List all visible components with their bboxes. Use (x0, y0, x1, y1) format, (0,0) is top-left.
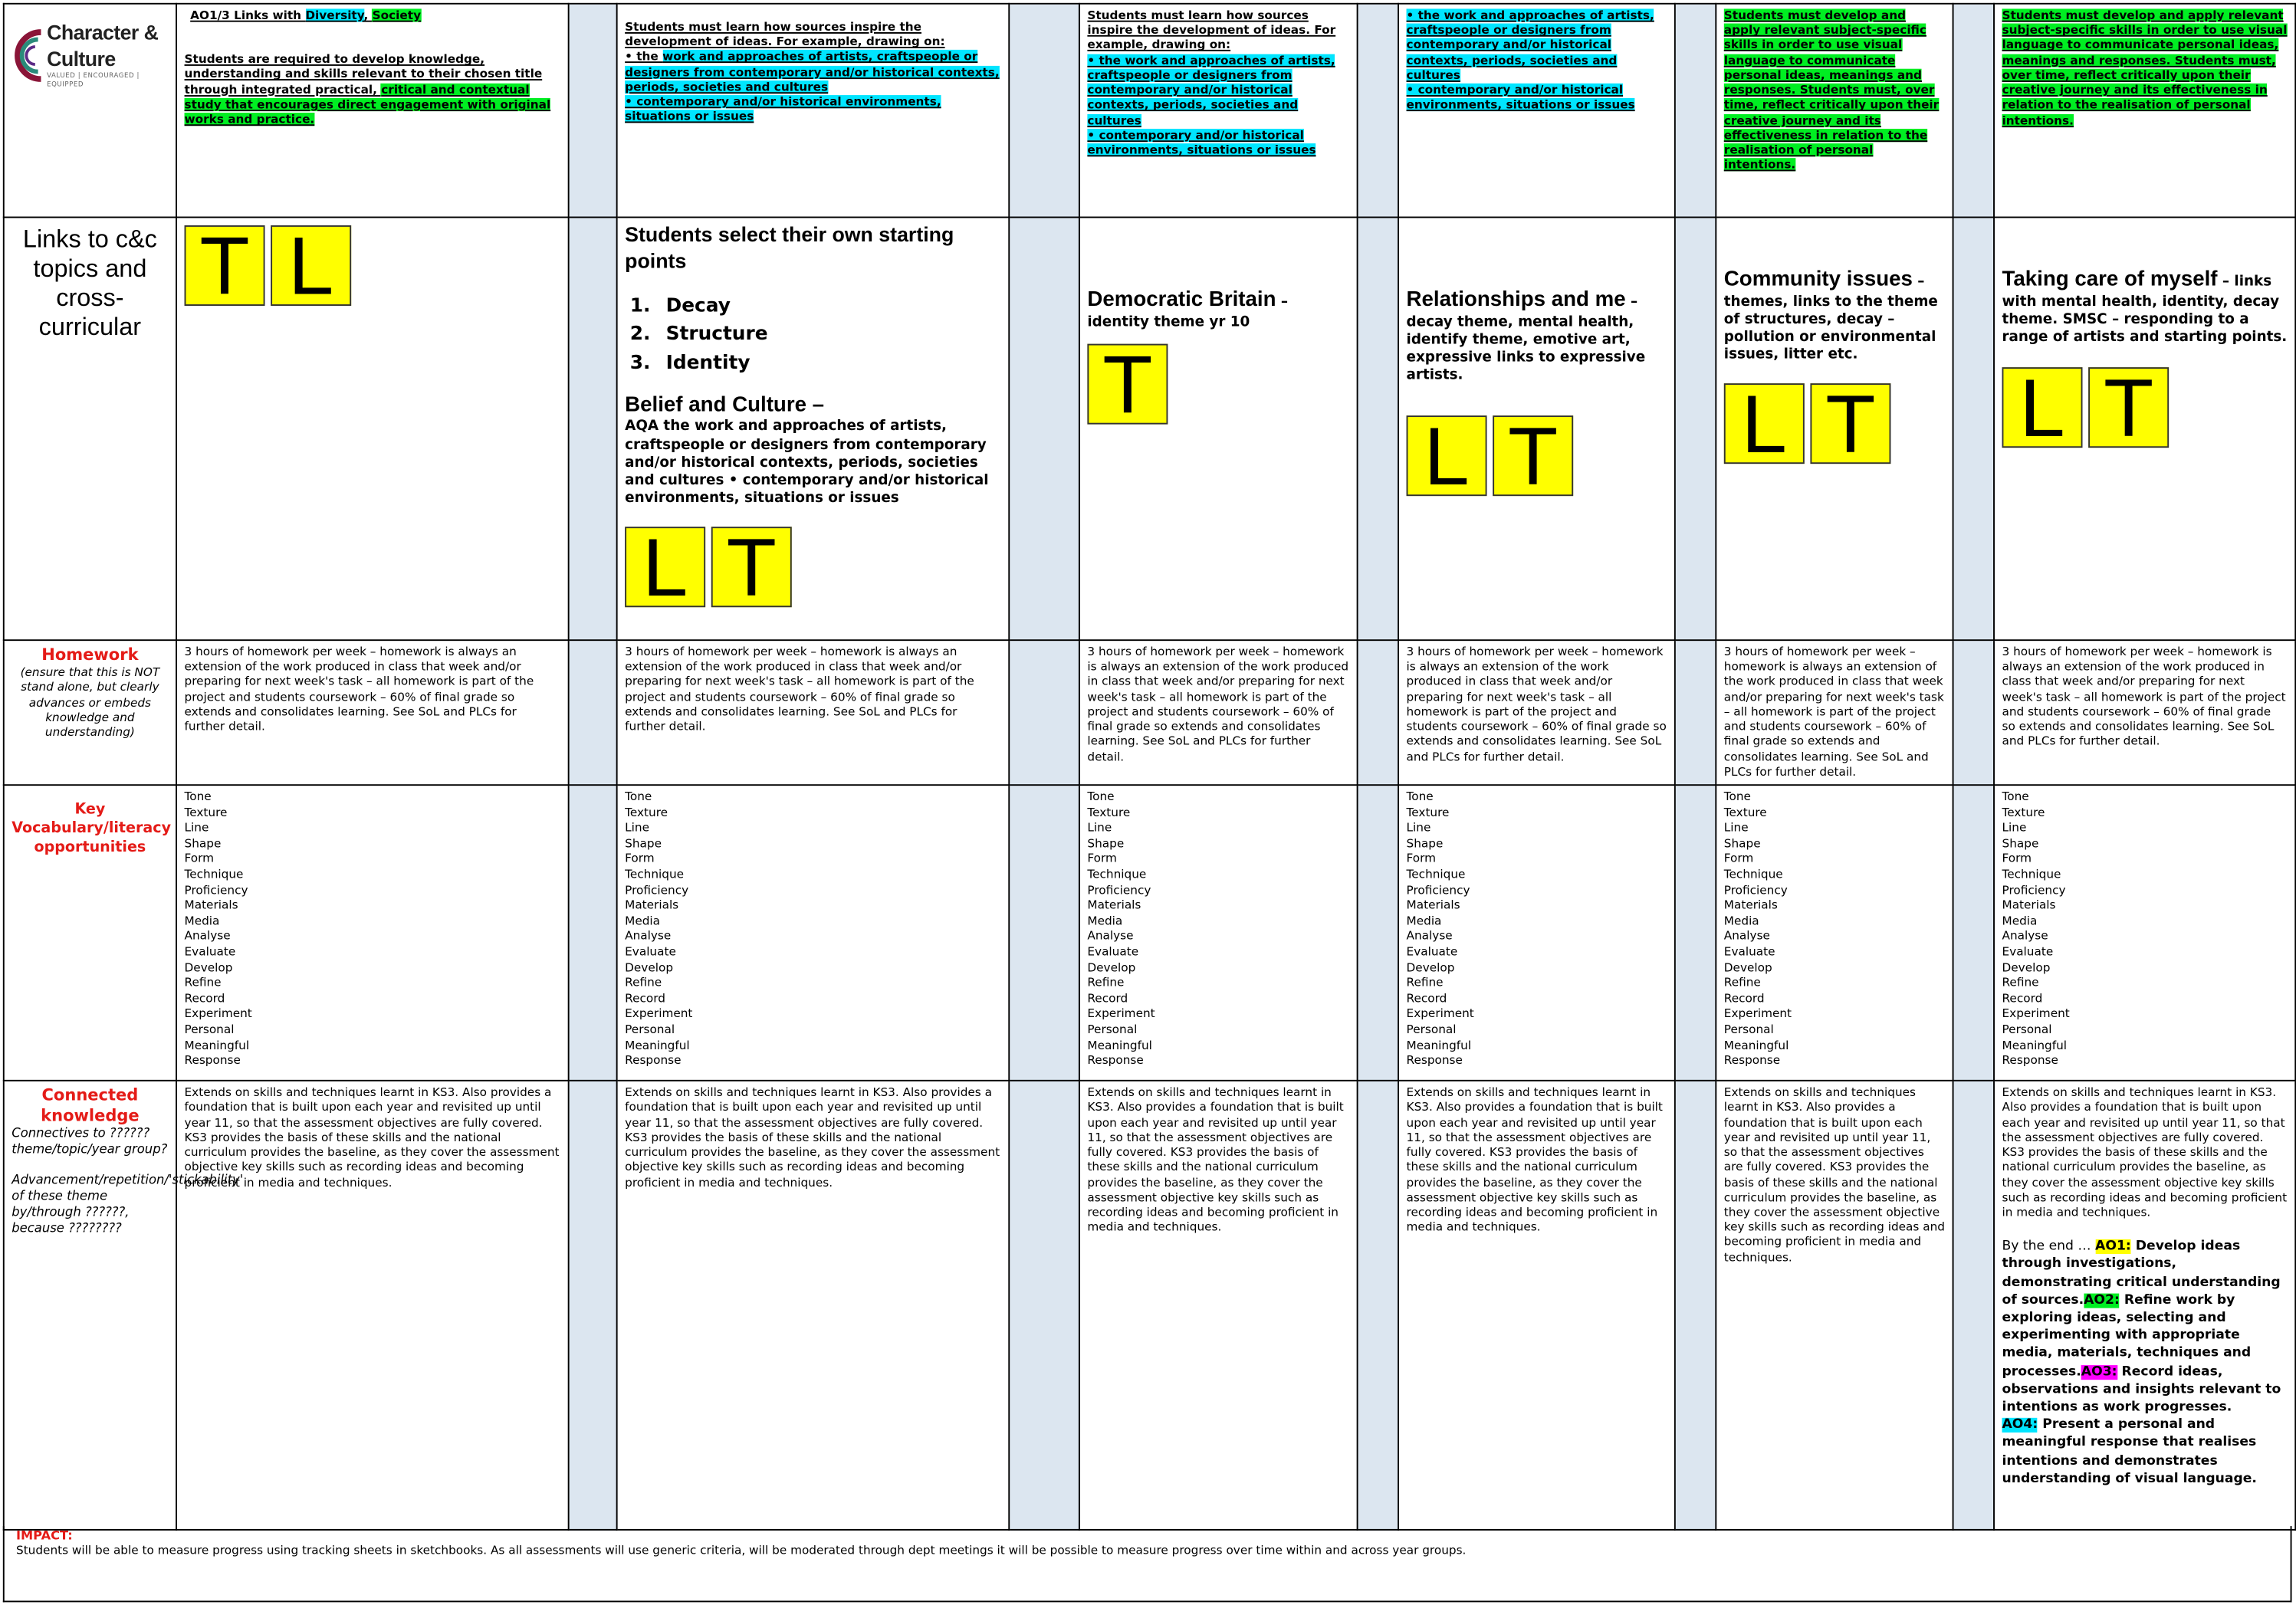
connected-label-cell (4, 1081, 244, 1530)
logo-tagline: VALUED | ENCOURAGED | EQUIPPED (47, 73, 140, 89)
connected-col6 (1994, 1081, 2295, 1530)
tile-l: L (1407, 415, 1487, 495)
gap-5 (1953, 640, 1994, 785)
vocab-word: Materials (1406, 898, 1460, 912)
vocab-col4 (1398, 785, 1675, 1081)
gap-4 (1675, 217, 1716, 640)
vocab-word: Response (1087, 1053, 1144, 1068)
vocab-word: Experiment (625, 1007, 693, 1021)
vocab-word: Technique (184, 868, 244, 881)
gap-5 (1953, 1081, 1994, 1530)
vocab-word: Technique (1087, 868, 1147, 881)
connected-col2: Extends on skills and techniques learnt in KS3. Also provides a foundation that is built upon each year and revisited up until year 11, so that the assessment objectives are fully covered. KS3 provides the basis of these skills and the national curriculum provides the baseline, as they cover the assessment objective key skills such as recording ideas and becoming proficient in media and techniques. (617, 1081, 1010, 1530)
tile-l: L (1724, 382, 1805, 463)
vocab-word: Evaluate (1087, 945, 1139, 959)
tile-t: T (711, 526, 792, 606)
vocab-word: Form (1087, 852, 1117, 866)
vocab-word: Experiment (1087, 1007, 1155, 1021)
vocab-word: Meaningful (625, 1038, 690, 1052)
community-sub: – themes, links to the theme of structures, decay – pollution or environmental issues, litter etc. (1723, 273, 1938, 364)
vocab-word: Tone (1087, 790, 1115, 804)
vocab-col3 (1079, 785, 1358, 1081)
relationships-title: Relationships and me (1406, 288, 1626, 312)
col2-bullet2: • contemporary and/or historical environments, situations or issues (625, 95, 941, 124)
ao1-body: Students are required to develop knowledge, understanding and skills relevant to their chosen title through integrated practical, (184, 53, 543, 97)
vocab-word: Personal (2002, 1022, 2052, 1036)
connected-row (4, 1081, 2295, 1530)
homework-col4: 3 hours of homework per week – homework is always an extension of the work produced in class that week and/or preparing for next week's task – all homework is part of the project and students coursework – 60% of final grade so extends and consolidates learning. See SoL and PLCs for further detail. (1398, 640, 1675, 785)
vocab-word: Experiment (1406, 1007, 1474, 1021)
vocab-word: Develop (184, 960, 233, 974)
vocab-word: Technique (1723, 868, 1783, 881)
gap-2 (1009, 785, 1079, 1081)
ao4-tag: AO4: (2002, 1418, 2038, 1433)
by-end: By the end … (2002, 1239, 2096, 1255)
vocab-word: Tone (2002, 790, 2029, 804)
vocab-word: Shape (2002, 836, 2039, 850)
vocab-row (4, 785, 2295, 1081)
ao4-text: Present a personal and meaningful response that realises intentions and demonstrates understanding of visual language. (2002, 1418, 2257, 1487)
vocab-word: Media (1406, 914, 1442, 928)
gap-1 (569, 217, 617, 640)
tile-t: T (1087, 343, 1168, 424)
col2-bullet1: work and approaches of artists, craftspeople or designers from contemporary and/or historical contexts, periods, societies and cultures (625, 50, 1000, 94)
vocab-word: Develop (1087, 960, 1136, 974)
connected-col4: Extends on skills and techniques learnt in KS3. Also provides a foundation that is built upon each year and revisited up until year 11, so that the assessment objectives are fully covered. KS3 provides the basis of these skills and the national curriculum provides the baseline, as they cover the assessment objective key skills such as recording ideas and becoming proficient in media and techniques. (1398, 1081, 1675, 1530)
vocab-word: Record (1406, 991, 1447, 1006)
homework-label: Homework (41, 645, 139, 665)
header-col6-cell (1994, 4, 2295, 218)
ao1-body-green: critical and contextual study that encourages direct engagement with original works and practice. (184, 83, 551, 126)
vocab-col6 (1994, 785, 2295, 1081)
impact-title: IMPACT: (15, 1528, 73, 1544)
option-decay: 1. Decay (657, 295, 1001, 320)
vocab-word: Texture (625, 806, 668, 819)
vocab-word: Form (2002, 852, 2032, 866)
col4-bullet1: • the work and approaches of artists, craftspeople or designers from contemporary and/or historical contexts, periods, societies and cultures (1406, 8, 1654, 82)
vocab-word: Personal (625, 1022, 675, 1036)
vocab-word: Meaningful (184, 1038, 250, 1052)
vocab-word: Develop (2002, 960, 2051, 974)
vocab-word: Response (2002, 1053, 2058, 1068)
vocab-word: Shape (184, 836, 222, 850)
vocab-word: Personal (1406, 1022, 1457, 1036)
vocab-word: Texture (1406, 806, 1450, 819)
col3-intro: Students must learn how sources inspire the development of ideas. For example, drawing on: (1087, 8, 1336, 52)
header-col5-cell (1716, 4, 1953, 218)
homework-col6: 3 hours of homework per week – homework is always an extension of the work produced in class that week and/or preparing for next week's task – all homework is part of the project and students coursework – 60% of final grade so extends and consolidates learning. See SoL and PLCs for further detail. (1994, 640, 2295, 785)
belief-text: AQA the work and approaches of artists, craftspeople or designers from contemporary and/or historical contexts, periods, societies and cultures • contemporary and/or historical environments, situations or issues (625, 418, 989, 507)
gap-4 (1675, 4, 1716, 218)
links-col1-cell (176, 217, 569, 640)
gap-3 (1358, 640, 1398, 785)
ao3-tag: AO3: (2081, 1364, 2117, 1380)
tile-t: T (1810, 382, 1890, 463)
gap-1 (569, 4, 617, 218)
links-col6-cell (1994, 217, 2295, 640)
vocab-word: Record (184, 991, 225, 1006)
vocab-word: Texture (184, 806, 228, 819)
vocab-word: Technique (2002, 868, 2061, 881)
vocab-word: Analyse (625, 930, 672, 944)
vocab-word: Analyse (1723, 930, 1770, 944)
vocab-word: Evaluate (1723, 945, 1775, 959)
diversity-link: Diversity (305, 8, 364, 22)
vocab-word: Line (625, 821, 649, 835)
vocab-word: Line (1406, 821, 1431, 835)
vocab-word: Line (184, 821, 209, 835)
vocab-word: Develop (1406, 960, 1455, 974)
col2-intro: Students must learn how sources inspire the development of ideas. For example, drawing on: (625, 20, 945, 49)
vocab-word: Proficiency (2002, 883, 2066, 897)
vocab-word: Record (1723, 991, 1765, 1006)
vocab-word: Media (2002, 914, 2038, 928)
vocab-word: Media (1087, 914, 1123, 928)
vocab-word: Texture (1087, 806, 1131, 819)
gap-2 (1009, 4, 1079, 218)
vocab-word: Proficiency (1723, 883, 1788, 897)
starting-points-title: Students select their own starting points (625, 222, 954, 272)
vocab-word: Technique (1406, 868, 1466, 881)
vocab-word: Proficiency (1087, 883, 1151, 897)
gap-3 (1358, 1081, 1398, 1530)
vocab-word: Analyse (184, 930, 231, 944)
tile-l: L (625, 526, 705, 606)
header-col2-cell (617, 4, 1010, 218)
gap-2 (1009, 640, 1079, 785)
vocab-word: Record (625, 991, 665, 1006)
vocab-word: Proficiency (184, 883, 248, 897)
connected-col3: Extends on skills and techniques learnt in KS3. Also provides a foundation that is built upon each year and revisited up until year 11, so that the assessment objectives are fully covered. KS3 provides the basis of these skills and the national curriculum provides the baseline, as they cover the assessment objective key skills such as recording ideas and becoming proficient in media and techniques. (1079, 1081, 1358, 1530)
tile-l: L (2002, 368, 2083, 448)
impact-text: Students will be able to measure progress using tracking sheets in sketchbooks. As all assessments will use generic criteria, will be moderated through dept meetings it will be possible to measure progress over time within and across year groups. (15, 1543, 1467, 1557)
vocab-word: Refine (1087, 976, 1125, 990)
vocab-word: Record (1087, 991, 1128, 1006)
vocab-word: Form (1406, 852, 1437, 866)
vocab-col5 (1716, 785, 1953, 1081)
links-col4-cell (1398, 217, 1675, 640)
homework-label-cell (4, 640, 176, 785)
vocab-word: Refine (625, 976, 662, 990)
vocab-word: Experiment (184, 1007, 252, 1021)
ao-summary (2002, 1238, 2288, 1488)
vocab-word: Analyse (1406, 930, 1453, 944)
tile-t: T (1493, 415, 1573, 495)
connected-sub2: Advancement/repetition/'stickability' of these theme by/through ??????, because ???????? (11, 1173, 244, 1237)
vocab-word: Form (1723, 852, 1754, 866)
option-structure: 2. Structure (657, 324, 1001, 349)
vocab-word: Proficiency (625, 883, 689, 897)
gap-5 (1953, 217, 1994, 640)
vocab-word: Line (1087, 821, 1112, 835)
vocab-word: Evaluate (184, 945, 236, 959)
connected-col1: Extends on skills and techniques learnt in KS3. Also provides a foundation that is built upon each year and revisited up until year 11, so that the assessment objectives are fully covered. KS3 provides the basis of these skills and the national curriculum provides the baseline, as they cover the assessment objective key skills such as recording ideas and becoming proficient in media and techniques. (176, 1081, 569, 1530)
impact-box (3, 1526, 2292, 1602)
vocab-word: Meaningful (2002, 1038, 2068, 1052)
gap-4 (1675, 785, 1716, 1081)
gap-4 (1675, 640, 1716, 785)
vocab-word: Evaluate (2002, 945, 2054, 959)
vocab-word: Tone (625, 790, 652, 804)
vocab-word: Response (625, 1053, 682, 1068)
col2-bullet1-prefix: • the (625, 50, 663, 64)
vocab-col1 (176, 785, 569, 1081)
ao1-tag: AO1: (2095, 1239, 2131, 1255)
connected-col6-text: Extends on skills and techniques learnt in KS3. Also provides a foundation that is built upon each year and revisited up until year 11, so that the assessment objectives are fully covered. KS3 provides the basis of these skills and the national curriculum provides the baseline, as they cover the assessment objective key skills such as recording ideas and becoming proficient in media and techniques. (2002, 1085, 2288, 1219)
links-label: Links to c&c topics and cross-curricular (22, 225, 157, 342)
tile-t: T (2088, 368, 2169, 448)
vocab-label: Key Vocabulary/literacy opportunities (11, 802, 172, 856)
vocab-word: Line (1723, 821, 1749, 835)
taking-care-title: Taking care of myself (2002, 268, 2218, 291)
homework-col5: 3 hours of homework per week – homework is always an extension of the work produced in class that week and/or preparing for next week's task – all homework is part of the project and students coursework – 60% of final grade so extends and consolidates learning. See SoL and PLCs for further detail. (1716, 640, 1953, 785)
vocab-label-cell (4, 785, 176, 1081)
vocab-word: Evaluate (1406, 945, 1458, 959)
links-row (4, 217, 2295, 640)
community-title: Community issues (1723, 268, 1913, 291)
vocab-word: Refine (1406, 976, 1444, 990)
relationships-sub: – decay theme, mental health, identify theme, emotive art, expressive links to expressive artists. (1406, 294, 1646, 384)
vocab-word: Tone (184, 790, 212, 804)
connected-label: Connected knowledge (41, 1085, 140, 1126)
vocab-word: Response (184, 1053, 241, 1068)
ao3-text: Record ideas, observations and insights relevant to intentions as work progresses. (2002, 1364, 2281, 1416)
ao1-text: Develop ideas through investigations, demonstrating critical understanding of sources. (2002, 1239, 2281, 1308)
curriculum-table (3, 3, 2296, 1531)
society-link: Society (372, 8, 422, 22)
gap-5 (1953, 785, 1994, 1081)
vocab-word: Personal (1087, 1022, 1138, 1036)
logo (11, 8, 168, 90)
logo-cell (4, 4, 176, 218)
gap-3 (1358, 217, 1398, 640)
vocab-word: Meaningful (1723, 1038, 1789, 1052)
tile-t: T (185, 225, 265, 306)
vocab-word: Evaluate (625, 945, 676, 959)
gap-2 (1009, 217, 1079, 640)
vocab-word: Personal (1723, 1022, 1774, 1036)
democratic-britain-title: Democratic Britain (1087, 288, 1276, 312)
vocab-word: Personal (184, 1022, 235, 1036)
vocab-word: Texture (2002, 806, 2045, 819)
vocab-word: Materials (1723, 898, 1778, 912)
vocab-word: Response (1406, 1053, 1463, 1068)
vocab-word: Analyse (2002, 930, 2048, 944)
vocab-word: Media (1723, 914, 1759, 928)
ao2-text: Refine work by exploring ideas, selecting and experimenting with appropriate media, materials, techniques and processes. (2002, 1293, 2252, 1380)
homework-row (4, 640, 2295, 785)
gap-3 (1358, 4, 1398, 218)
vocab-word: Shape (1406, 836, 1444, 850)
tile-l: L (271, 225, 351, 306)
header-row (4, 4, 2295, 218)
vocab-word: Texture (1723, 806, 1767, 819)
vocab-word: Refine (2002, 976, 2039, 990)
col4-bullet2: • contemporary and/or historical environments, situations or issues (1406, 84, 1635, 112)
vocab-word: Form (625, 852, 655, 866)
vocab-word: Develop (1723, 960, 1772, 974)
col3-bullet1: • the work and approaches of artists, craftspeople or designers from contemporary and/or historical contexts, periods, societies and cultures (1087, 54, 1335, 127)
gap-4 (1675, 1081, 1716, 1530)
header-ao1-cell (176, 4, 569, 218)
vocab-word: Analyse (1087, 930, 1134, 944)
comma: , (363, 8, 373, 22)
vocab-word: Tone (1723, 790, 1751, 804)
vocab-word: Media (625, 914, 661, 928)
col6-green-text: Students must develop and apply relevant subject-specific skills in order to use visual language to communicate personal ideas, meanings and responses. Students must, over time, reflect critically upon their creative journey and its effectiveness in relation to the realisation of personal intentions. (2002, 8, 2288, 127)
vocab-word: Materials (2002, 898, 2056, 912)
vocab-word: Line (2002, 821, 2027, 835)
vocab-word: Shape (1723, 836, 1761, 850)
vocab-col2 (617, 785, 1010, 1081)
vocab-word: Develop (625, 960, 674, 974)
vocab-word: Form (184, 852, 215, 866)
vocab-word: Refine (1723, 976, 1761, 990)
vocab-word: Technique (625, 868, 685, 881)
taking-care-sub: – links with mental health, identity, decay theme. SMSC – responding to a range of artists and starting points. (2002, 273, 2288, 346)
belief-title: Belief and Culture – (625, 392, 825, 417)
vocab-word: Meaningful (1406, 1038, 1472, 1052)
vocab-word: Shape (1087, 836, 1125, 850)
vocab-word: Materials (1087, 898, 1141, 912)
header-col4-cell (1398, 4, 1675, 218)
gap-1 (569, 785, 617, 1081)
homework-col2: 3 hours of homework per week – homework is always an extension of the work produced in class that week and/or preparing for next week's task – all homework is part of the project and students coursework – 60% of final grade so extends and consolidates learning. See SoL and PLCs for further detail. (617, 640, 1010, 785)
gap-2 (1009, 1081, 1079, 1530)
homework-col3: 3 hours of homework per week – homework is always an extension of the work produced in class that week and/or preparing for next week's task – all homework is part of the project and students coursework – 60% of final grade so extends and consolidates learning. See SoL and PLCs for further detail. (1079, 640, 1358, 785)
gap-1 (569, 640, 617, 785)
vocab-word: Proficiency (1406, 883, 1470, 897)
gap-1 (569, 1081, 617, 1530)
col3-bullet2: • contemporary and/or historical environments, situations or issues (1087, 128, 1316, 157)
ao1-heading: AO1/3 Links with (190, 8, 306, 22)
homework-sub: (ensure that this is NOT stand alone, but clearly advances or embeds knowledge and understanding) (20, 665, 160, 740)
connected-sub1: Connectives to ?????? theme/topic/year group? (11, 1127, 168, 1158)
vocab-word: Meaningful (1087, 1038, 1152, 1052)
vocab-word: Refine (184, 976, 222, 990)
vocab-word: Response (1723, 1053, 1781, 1068)
vocab-word: Record (2002, 991, 2043, 1006)
starting-points-list (657, 295, 1001, 377)
ao2-tag: AO2: (2084, 1293, 2120, 1308)
logo-title: Character & Culture (47, 20, 159, 71)
vocab-word: Tone (1406, 790, 1434, 804)
option-identity: 3. Identity (657, 353, 1001, 377)
links-col2-cell (617, 217, 1010, 640)
links-col3-cell (1079, 217, 1358, 640)
homework-col1: 3 hours of homework per week – homework is always an extension of the work produced in class that week and/or preparing for next week's task – all homework is part of the project and students coursework – 60% of final grade so extends and consolidates learning. See SoL and PLCs for further detail. (176, 640, 569, 785)
links-label-cell (4, 217, 176, 640)
gap-3 (1358, 785, 1398, 1081)
col5-green-text: Students must develop and apply relevant subject-specific skills in order to use visual language to communicate personal ideas, meanings and responses. Students must, over time, reflect critically upon their creative journey and its effectiveness in relation to the realisation of personal intentions. (1723, 8, 1940, 172)
vocab-word: Shape (625, 836, 662, 850)
vocab-word: Materials (625, 898, 679, 912)
gap-5 (1953, 4, 1994, 218)
connected-col5: Extends on skills and techniques learnt in KS3. Also provides a foundation that is built upon each year and revisited up until year 11, so that the assessment objectives are fully covered. KS3 provides the basis of these skills and the national curriculum provides the baseline, as they cover the assessment objective key skills such as recording ideas and becoming proficient in media and techniques. (1716, 1081, 1953, 1530)
democratic-britain-sub: – identity theme yr 10 (1087, 294, 1289, 330)
vocab-word: Experiment (1723, 1007, 1792, 1021)
vocab-word: Media (184, 914, 220, 928)
header-col3-cell (1079, 4, 1358, 218)
vocab-word: Materials (184, 898, 238, 912)
logo-c-icon (11, 26, 44, 84)
vocab-word: Experiment (2002, 1007, 2070, 1021)
links-col5-cell (1716, 217, 1953, 640)
